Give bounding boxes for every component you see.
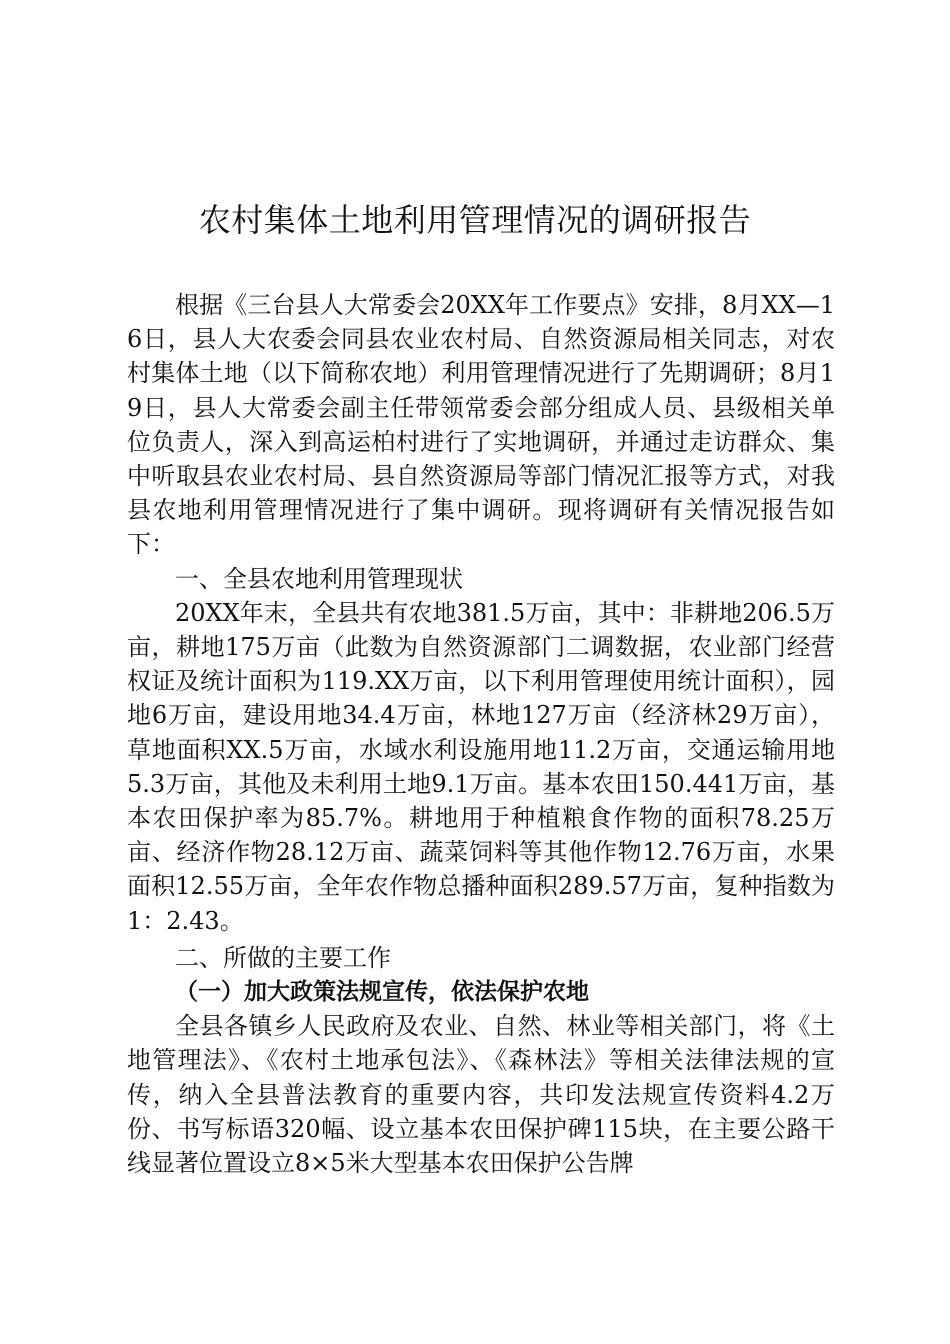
section-2-subheading: （一）加大政策法规宣传，依法保护农地 xyxy=(175,979,589,1006)
section-1-heading: 一、全县农地利用管理现状 xyxy=(175,564,463,593)
section-2-paragraph: 全县各镇乡人民政府及农业、自然、林业等相关部门，将《土地管理法》、《农村土地承包法》、《森林法》等相关法律法规的宣传，纳入全县普法教育的重要内容，共印发法规宣传资料4.2万份、书写标语320幅、设立基本农田保护碑115块，在主要公路干线显著位置设立8×5米大型基本农田保护公告牌 xyxy=(127,1012,835,1178)
document-title: 农村集体土地利用管理情况的调研报告 xyxy=(198,201,752,239)
section-2-heading: 二、所做的主要工作 xyxy=(175,943,391,972)
intro-paragraph: 根据《三台县人大常委会20XX年工作要点》安排，8月XX—16日，县人大农委会同县农业农村局、自然资源局相关同志，对农村集体土地（以下简称农地）利用管理情况进行了先期调研；8月19日，县人大常委会副主任带领常委会部分组成人员、县级相关单位负责人，深入到高运柏村进行了实地调研，并通过走访群众、集中听取县农业农村局、县自然资源局等部门情况汇报等方式，对我县农地利用管理情况进行了集中调研。现将调研有关情况报告如下： xyxy=(127,291,835,559)
section-1-paragraph: 20XX年末，全县共有农地381.5万亩，其中：非耕地206.5万亩，耕地175万亩（此数为自然资源部门二调数据，农业部门经营权证及统计面积为119.XX万亩，以下利用管理使用统计面积），园地6万亩，建设用地34.4万亩，林地127万亩（经济林29万亩），草地面积XX.5万亩，水域水利设施用地11.2万亩，交通运输用地5.3万亩，其他及未利用土地9.1万亩。基本农田150.441万亩，基本农田保护率为85.7%。耕地用于种植粮食作物的面积78.25万亩、经济作物28.12万亩、蔬菜饲料等其他作物12.76万亩，水果面积12.55万亩，全年农作物总播种面积289.57万亩，复种指数为1：2.43。 xyxy=(127,598,835,935)
document-body xyxy=(127,288,835,1180)
